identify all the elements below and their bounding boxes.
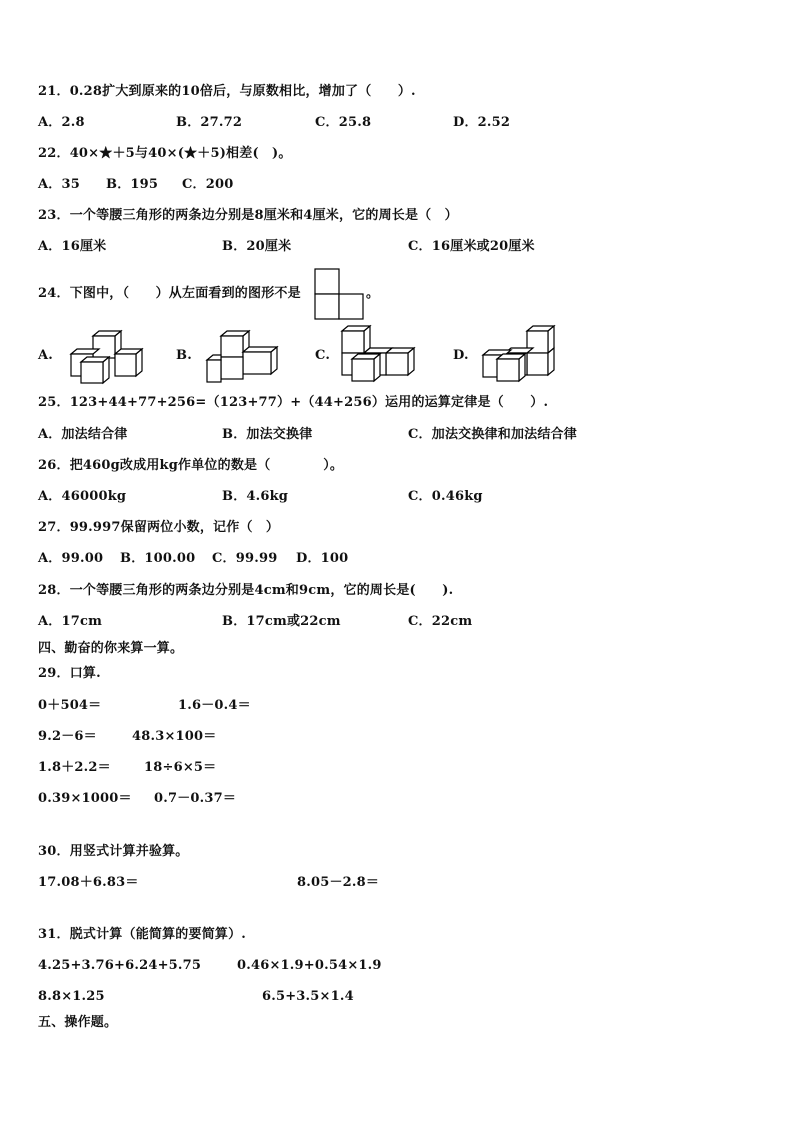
cube-figure-d	[480, 325, 558, 383]
q21-option-c: C．25.8	[315, 115, 372, 130]
q26-stem: 26．把460g改成用kg作单位的数是（ ）。	[38, 458, 344, 473]
q29-item: 0＋504＝	[38, 698, 102, 713]
q22-option-a: A．35	[38, 177, 80, 192]
q31-item: 4.25+3.76+6.24+5.75	[38, 958, 202, 973]
q24-stem-end: 。	[366, 286, 380, 301]
q30-item: 8.05－2.8＝	[297, 875, 380, 890]
q21-option-b: B．27.72	[176, 115, 243, 130]
q21-stem: 21．0.28扩大到原来的10倍后，与原数相比，增加了（ ）.	[38, 84, 416, 99]
q30-stem: 30．用竖式计算并验算。	[38, 844, 189, 859]
q30-item: 17.08＋6.83＝	[38, 875, 139, 890]
q27-option-c: C．99.99	[212, 551, 278, 566]
q28-option-a: A．17cm	[38, 614, 103, 629]
q21-option-d: D．2.52	[453, 115, 511, 130]
q31-stem: 31．脱式计算（能简算的要简算）.	[38, 927, 247, 942]
q27-option-d: D．100	[296, 551, 349, 566]
q28-option-c: C．22cm	[408, 614, 473, 629]
q26-option-b: B．4.6kg	[222, 489, 289, 504]
section-5-heading: 五、操作题。	[38, 1015, 118, 1030]
q24-option-c: C.	[315, 348, 331, 363]
q29-item: 48.3×100＝	[132, 729, 217, 744]
q29-item: 0.7－0.37＝	[154, 791, 237, 806]
q28-option-b: B．17cm或22cm	[222, 614, 341, 629]
q26-option-a: A．46000kg	[38, 489, 127, 504]
q23-option-b: B．20厘米	[222, 239, 292, 254]
q25-stem: 25．123+44+77+256=（123+77）+（44+256）运用的运算定律是（ ）.	[38, 395, 549, 410]
q29-stem: 29．口算.	[38, 666, 101, 681]
q27-stem: 27．99.997保留两位小数，记作（ ）	[38, 520, 280, 535]
q25-option-a: A．加法结合律	[38, 427, 128, 442]
q29-item: 1.8＋2.2＝	[38, 760, 111, 775]
q24-stem: 24．下图中，（ ）从左面看到的图形不是	[38, 286, 301, 301]
q29-item: 0.39×1000＝	[38, 791, 132, 806]
q22-option-b: B．195	[106, 177, 159, 192]
q22-option-c: C．200	[182, 177, 234, 192]
q23-stem: 23．一个等腰三角形的两条边分别是8厘米和4厘米，它的周长是（ ）	[38, 208, 458, 223]
q29-item: 9.2－6＝	[38, 729, 97, 744]
q24-option-a: A.	[38, 348, 54, 363]
q31-item: 8.8×1.25	[38, 989, 105, 1004]
q31-item: 6.5+3.5×1.4	[262, 989, 354, 1004]
q29-item: 18÷6×5＝	[144, 760, 217, 775]
q22-stem: 22．40×★＋5与40×(★＋5)相差( )。	[38, 146, 292, 161]
q21-option-a: A．2.8	[38, 115, 85, 130]
left-view-figure	[314, 268, 364, 320]
cube-figure-b	[204, 330, 280, 384]
q28-stem: 28．一个等腰三角形的两条边分别是4cm和9cm，它的周长是( ).	[38, 583, 454, 598]
q24-option-d: D.	[453, 348, 469, 363]
q27-option-a: A．99.00	[38, 551, 104, 566]
q25-option-c: C．加法交换律和加法结合律	[408, 427, 577, 442]
cube-figure-a	[66, 330, 142, 384]
q29-item: 1.6－0.4＝	[178, 698, 251, 713]
q23-option-c: C．16厘米或20厘米	[408, 239, 535, 254]
q24-option-b: B.	[176, 348, 192, 363]
section-4-heading: 四、勤奋的你来算一算。	[38, 641, 184, 656]
q31-item: 0.46×1.9+0.54×1.9	[237, 958, 382, 973]
cube-figure-c	[340, 325, 416, 383]
q27-option-b: B．100.00	[120, 551, 196, 566]
q23-option-a: A．16厘米	[38, 239, 107, 254]
q26-option-c: C．0.46kg	[408, 489, 483, 504]
q25-option-b: B．加法交换律	[222, 427, 313, 442]
